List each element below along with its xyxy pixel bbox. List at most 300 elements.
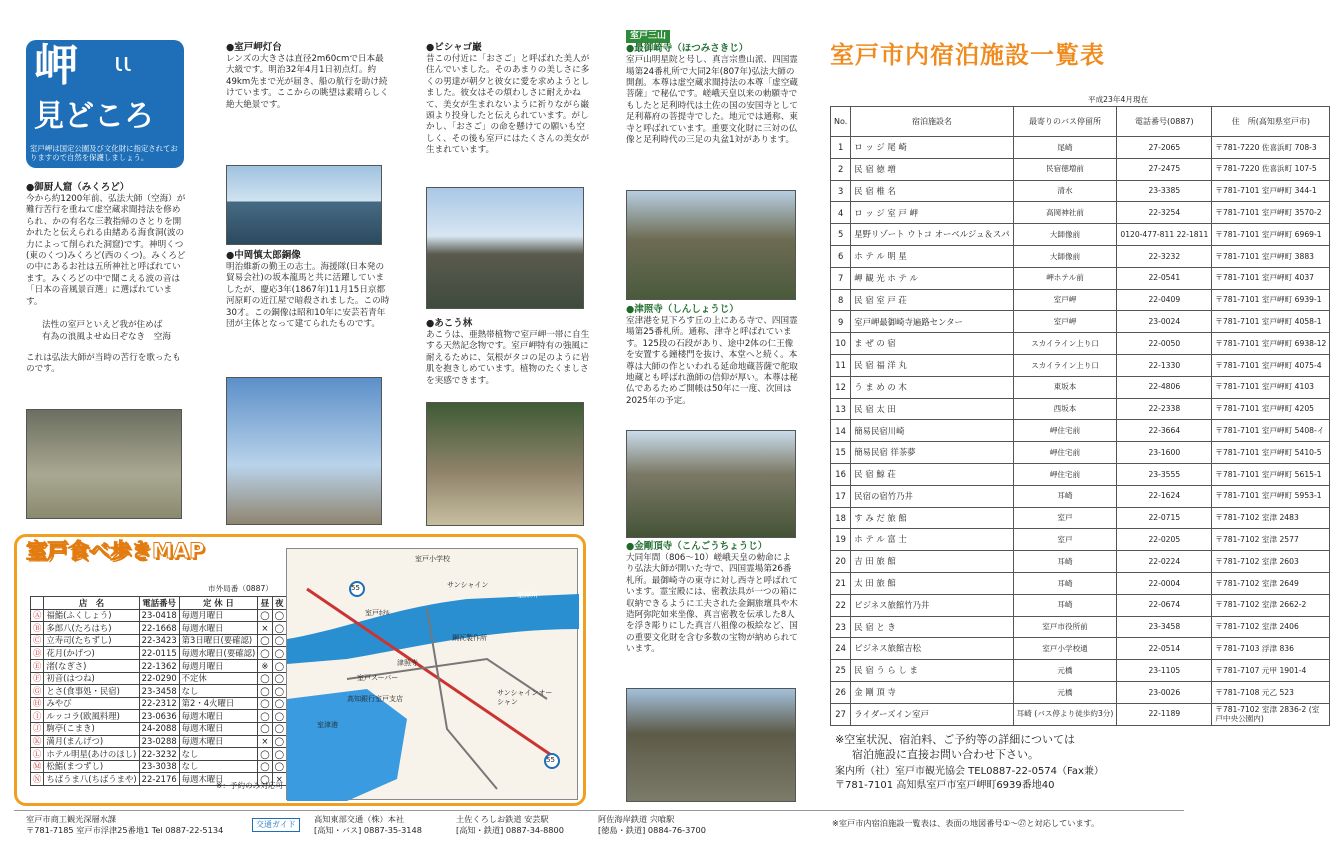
food-cell: ◯ — [272, 697, 286, 710]
food-cell: ◯ — [258, 634, 272, 647]
heading-akou: ●あこう林 — [426, 318, 473, 329]
inn-cell: 耳崎 — [1013, 572, 1117, 594]
food-cell: Ⓖ — [31, 685, 44, 698]
inn-cell: 25 — [831, 660, 851, 682]
inn-header-bus: 最寄りのバス停留所 — [1013, 107, 1117, 137]
map-label-sunshine-ocean: サンシャインオーシャン — [497, 689, 553, 706]
inn-notice-2: 宿泊施設に直接お問い合わせ下さい。 — [852, 748, 1039, 761]
inn-cell: 清水 — [1013, 180, 1117, 202]
route-number-1: 55 — [351, 584, 360, 592]
inn-cell: 22-3664 — [1117, 420, 1212, 442]
footer-right-note: ※室戸市内宿泊施設一覧表は、表面の地図番号①〜㉗と対応しています。 — [832, 818, 1100, 828]
inn-cell: 22-1189 — [1117, 703, 1212, 725]
inn-cell: 11 — [831, 354, 851, 376]
map-label-school: 室戸小学校 — [415, 555, 450, 563]
inn-cell: 22-2338 — [1117, 398, 1212, 420]
inn-cell: 〒781-7101 室戸岬町 5408-イ — [1212, 420, 1330, 442]
food-cell: 22-0115 — [139, 647, 179, 660]
food-row — [31, 722, 287, 735]
inn-cell: 簡易民宿川崎 — [851, 420, 1013, 442]
food-cell: ◯ — [272, 672, 286, 685]
photo-lighthouse — [226, 165, 382, 245]
inn-cell: 14 — [831, 420, 851, 442]
food-cell: ◯ — [258, 685, 272, 698]
inn-cell: 22-0224 — [1117, 551, 1212, 573]
inn-cell: 23-1105 — [1117, 660, 1212, 682]
food-cell: ◯ — [272, 685, 286, 698]
inn-cell: ライダーズイン室戸 — [851, 703, 1013, 725]
title-big-2: 見どころ — [34, 99, 154, 134]
food-row — [31, 634, 287, 647]
inn-row — [831, 551, 1330, 573]
footer-rail1-name: 土佐くろしお鉄道 安芸駅 — [456, 814, 549, 824]
inn-cell: 民 宿 太 田 — [851, 398, 1013, 420]
inn-cell: 東坂本 — [1013, 376, 1117, 398]
inn-cell: 元橋 — [1013, 660, 1117, 682]
col4-c — [626, 541, 798, 656]
col4 — [626, 30, 798, 147]
food-cell: Ⓓ — [31, 647, 44, 660]
food-cell: Ⓑ — [31, 622, 44, 635]
footer-rail2-name: 阿佐海岸鉄道 宍喰駅 — [598, 814, 675, 824]
area-code: 市外局番（0887） — [208, 584, 273, 593]
inn-cell: 星野リゾート ウトコ オーベルジュ＆スパ — [851, 224, 1013, 246]
inn-cell: 岬住宅前 — [1013, 420, 1117, 442]
inn-cell: 12 — [831, 376, 851, 398]
text-hotsumisaki: 室戸山明星院と号し、真言宗豊山派、四国霊場第24番札所で大同2年(807年)弘法大師の開創。本尊は虚空蔵求聞持法の本尊「虚空蔵菩薩」で秘仏です。嵯峨天皇以来の勅願寺でもしたと足利時代は土佐の国の安国寺として足利幕府の菩提寺でした。地元では通称、東寺と呼ばれています。重要文化財に三対の仏像と足利時代の三足の丸盆1対があります。 — [626, 55, 798, 146]
col2-a — [226, 42, 392, 111]
inn-cell: 〒781-7101 室戸岬町 3883 — [1212, 245, 1330, 267]
inn-cell: 27-2065 — [1117, 137, 1212, 159]
inn-cell: 太 田 旅 館 — [851, 572, 1013, 594]
inn-cell: 〒781-7101 室戸岬町 344-1 — [1212, 180, 1330, 202]
inn-cell: 9 — [831, 311, 851, 333]
heading-bishago: ●ビシャゴ巌 — [426, 42, 482, 53]
inn-cell: 〒781-7220 佐喜浜町 107-5 — [1212, 158, 1330, 180]
food-cell: Ⓛ — [31, 748, 44, 761]
heading-mikurodo: ●御厨人窟（みくろど） — [26, 182, 130, 193]
inn-cell: 耳崎 — [1013, 594, 1117, 616]
photo-hotsumisaki — [626, 190, 796, 300]
food-cell: なし — [179, 748, 258, 761]
food-cell: 毎週木曜日 — [179, 710, 258, 723]
food-cell: なし — [179, 685, 258, 698]
text-shinshoji: 室津港を見下ろす丘の上にある寺で、四国霊場第25番札所。通称、津寺と呼ばれています。125段の石段があり、途中2体の仁王像を安置する鐘楼門を抜け、本堂へと続く。本尊は大師の作といわれる延命地蔵菩薩で舵取地蔵とも呼ばれ漁師の信仰が厚い。本尊は秘仏であるためご開帳は50年に一度、次回は2025年の予定。 — [626, 315, 798, 406]
inn-cell: ホ テ ル 富 士 — [851, 529, 1013, 551]
footer-rule — [14, 810, 1184, 811]
inn-cell: 民 宿 鯨 荘 — [851, 463, 1013, 485]
food-table — [30, 596, 287, 786]
poem-line-1: 法性の室戸といえど我が住めば — [42, 320, 163, 331]
food-note: ※：予約のみ対応可 — [216, 781, 284, 790]
inn-cell: 〒781-7101 室戸岬町 6939-1 — [1212, 289, 1330, 311]
inn-cell: 22-0715 — [1117, 507, 1212, 529]
inn-cell: 吉 田 旅 館 — [851, 551, 1013, 573]
text-kongochoji: 大同年間（806〜10）嵯峨天皇の勅命により弘法大師が開いた寺で、四国霊場第26番札所。最御崎寺の東寺に対し西寺と呼ばれています。霊宝殿には、密教法具が一つの箱に収納できるように工夫された金銅旅壇具や木造阿弥陀如来坐像、真言密教を伝承した8人を浮き彫りにした真言八祖像の板絵など、国の重要文化財を含む多数の宝物が納められています。 — [626, 552, 798, 655]
inn-cell: 〒781-7107 元甲 1901-4 — [1212, 660, 1330, 682]
food-cell: 花月(かげつ) — [44, 647, 139, 660]
inn-cell: 〒781-7101 室戸岬町 4058-1 — [1212, 311, 1330, 333]
inn-row — [831, 267, 1330, 289]
food-cell: × — [258, 735, 272, 748]
inn-cell: 〒781-7102 室津 2603 — [1212, 551, 1330, 573]
inn-cell: 〒781-7101 室戸岬町 5953-1 — [1212, 485, 1330, 507]
col3-a — [426, 42, 592, 157]
inn-cell: 室戸 — [1013, 529, 1117, 551]
text-statue: 明治維新の勤王の志士。海援隊(日本発の貿易会社)の坂本龍馬と共に活躍していましたが、慶応3年(1867年)11月15日京都河原町の近江屋で暗殺されました。この時30才。この銅像は昭和10年に安芸若青年団が主体となって建てられたものです。 — [226, 261, 390, 329]
food-cell: 23-0418 — [139, 609, 179, 622]
inn-cell: 室戸岬 — [1013, 289, 1117, 311]
inn-cell: 27-2475 — [1117, 158, 1212, 180]
food-cell: Ⓕ — [31, 672, 44, 685]
map-label-shinshoji: 津照寺 — [397, 659, 418, 667]
inn-cell: 7 — [831, 267, 851, 289]
food-cell: ◯ — [258, 710, 272, 723]
food-cell: 毎週木曜日 — [179, 773, 258, 786]
inn-row — [831, 137, 1330, 159]
inn-cell: 〒781-7101 室戸岬町 5410-5 — [1212, 442, 1330, 464]
inn-row — [831, 681, 1330, 703]
inn-cell: 耳崎 — [1013, 485, 1117, 507]
food-cell: × — [258, 622, 272, 635]
inn-cell: スカイライン上り口 — [1013, 354, 1117, 376]
map-label-port: 室津港 — [317, 721, 338, 729]
inn-cell: 〒781-7101 室戸岬町 4103 — [1212, 376, 1330, 398]
food-cell: Ⓔ — [31, 659, 44, 672]
inn-cell: 室戸岬最御崎寺遍路センター — [851, 311, 1013, 333]
food-cell: Ⓘ — [31, 710, 44, 723]
inn-cell: ビジネス旅館竹乃井 — [851, 594, 1013, 616]
inn-title: 室戸市内宿泊施設一覧表 — [830, 41, 1105, 69]
inn-row — [831, 572, 1330, 594]
inn-contact-1: 案内所（社）室戸市観光協会 TEL0887-22-0574（Fax兼） — [835, 766, 1104, 777]
food-cell: Ⓜ — [31, 760, 44, 773]
food-row — [31, 697, 287, 710]
inn-cell: 〒781-7102 室津 2577 — [1212, 529, 1330, 551]
inn-cell: 〒781-7102 室津 2649 — [1212, 572, 1330, 594]
food-cell: ◯ — [258, 722, 272, 735]
text-lighthouse: レンズの大きさは直径2m60cmで日本最大級です。明治32年4月1日初点灯。約49km先まで光が届き、船の航行を助け続けています。ここからの眺望は素晴らしく絶大絶景です。 — [226, 53, 389, 110]
food-cell: ◯ — [272, 710, 286, 723]
inn-cell: す み だ 旅 館 — [851, 507, 1013, 529]
inn-cell: 〒781-7102 室津 2836-2 (室戸中央公園内) — [1212, 703, 1330, 725]
food-cell: 渚(なぎさ) — [44, 659, 139, 672]
food-cell: 毎週水曜日(要確認) — [179, 647, 258, 660]
footer-rail1 — [456, 814, 564, 836]
inn-cell: 〒781-7220 佐喜浜町 708-3 — [1212, 137, 1330, 159]
inn-cell: 〒781-7101 室戸岬町 6969-1 — [1212, 224, 1330, 246]
food-cell: 駒亭(こまき) — [44, 722, 139, 735]
inn-cell: 22-3254 — [1117, 202, 1212, 224]
food-cell: 23-0288 — [139, 735, 179, 748]
inn-cell: 金 剛 頂 寺 — [851, 681, 1013, 703]
inn-row — [831, 507, 1330, 529]
inn-cell: 21 — [831, 572, 851, 594]
food-cell: なし — [179, 760, 258, 773]
heading-hotsumisaki: ●最御崎寺（ほつみさきじ） — [626, 43, 749, 55]
photo-cave — [26, 409, 182, 519]
inn-cell: 〒781-7101 室戸岬町 4205 — [1212, 398, 1330, 420]
photo-statue — [226, 377, 382, 525]
inn-cell: 民 宿 と き — [851, 616, 1013, 638]
inn-cell: 22-1624 — [1117, 485, 1212, 507]
footer-rail2-tel: [徳島・鉄道] 0884-76-3700 — [598, 825, 706, 836]
inn-cell: 民 宿 う ら し ま — [851, 660, 1013, 682]
inn-row — [831, 224, 1330, 246]
map-label-sunshine: サンシャイン — [447, 581, 489, 589]
inn-row — [831, 703, 1330, 725]
inn-cell: 尾崎 — [1013, 137, 1117, 159]
inn-cell: 27 — [831, 703, 851, 725]
inn-contact-2: 〒781-7101 高知県室戸市室戸岬町6939番地40 — [835, 780, 1055, 791]
inn-cell: 23 — [831, 616, 851, 638]
food-cell: 毎週月曜日 — [179, 609, 258, 622]
inn-cell: 8 — [831, 289, 851, 311]
food-cell: ◯ — [258, 609, 272, 622]
inn-cell: 室戸小学校通 — [1013, 638, 1117, 660]
inn-cell: う ま め の 木 — [851, 376, 1013, 398]
food-row — [31, 659, 287, 672]
inn-row — [831, 660, 1330, 682]
inn-cell: 岬 観 光 ホ テ ル — [851, 267, 1013, 289]
food-header — [31, 597, 287, 610]
food-cell: みやび — [44, 697, 139, 710]
inn-cell: 26 — [831, 681, 851, 703]
inn-cell: 民 宿 室 戸 荘 — [851, 289, 1013, 311]
inn-cell: 23-0026 — [1117, 681, 1212, 703]
food-header-dinner: 夜 — [272, 597, 286, 610]
food-cell: ◯ — [258, 697, 272, 710]
food-cell: ◯ — [272, 647, 286, 660]
footer-rail2 — [598, 814, 706, 836]
inn-row — [831, 485, 1330, 507]
inn-cell: 大師像前 — [1013, 224, 1117, 246]
food-row — [31, 710, 287, 723]
food-cell: 満月(まんげつ) — [44, 735, 139, 748]
inn-cell: 〒781-7102 室津 2483 — [1212, 507, 1330, 529]
map-label-super: 室戸スーパー — [357, 674, 399, 682]
inn-cell: ビジネス旅館吉松 — [851, 638, 1013, 660]
inn-row — [831, 245, 1330, 267]
inn-cell: 〒781-7102 室津 2662-2 — [1212, 594, 1330, 616]
food-cell: Ⓝ — [31, 773, 44, 786]
food-header-mark — [31, 597, 44, 610]
food-cell: × — [272, 773, 286, 786]
inn-cell: 〒781-7102 室津 2406 — [1212, 616, 1330, 638]
food-cell: 24-2088 — [139, 722, 179, 735]
inn-header — [831, 107, 1330, 137]
title-note: 室戸岬は国定公園及び文化財に指定されておりますので自然を保護しましょう。 — [30, 144, 178, 162]
food-cell: 初音(はつね) — [44, 672, 139, 685]
inn-cell: 元橋 — [1013, 681, 1117, 703]
photo-akou — [426, 402, 584, 526]
inn-cell: 16 — [831, 463, 851, 485]
inn-cell: 岬住宅前 — [1013, 463, 1117, 485]
inn-cell: ロ ッ ジ 室 戸 岬 — [851, 202, 1013, 224]
inn-cell: 4 — [831, 202, 851, 224]
footer-bus-name: 高知東部交通（株）本社 — [314, 814, 405, 824]
inn-cell: 22-0004 — [1117, 572, 1212, 594]
inn-cell: 〒781-7101 室戸岬町 4037 — [1212, 267, 1330, 289]
inn-cell: 22-0514 — [1117, 638, 1212, 660]
text-akou: あこうは、亜熱帯植物で室戸岬一帯に自生する天然記念物です。室戸岬特有の強風に耐えるために、気根がタコの足のように岩肌を抱きしめています。植物のたくましさを実感できます。 — [426, 329, 590, 386]
heading-kongochoji: ●金剛頂寺（こんごうちょうじ） — [626, 541, 768, 552]
food-cell: 23-0636 — [139, 710, 179, 723]
footer-org — [26, 814, 223, 836]
inn-cell: 22-0050 — [1117, 333, 1212, 355]
inn-cell: 22-0409 — [1117, 289, 1212, 311]
inn-cell: 簡易民宿 徉茶夢 — [851, 442, 1013, 464]
inn-header-no: No. — [831, 107, 851, 137]
inn-cell: 3 — [831, 180, 851, 202]
col4-b — [626, 304, 798, 407]
food-cell: ◯ — [272, 722, 286, 735]
inn-cell: 〒781-7101 室戸岬町 3570-2 — [1212, 202, 1330, 224]
inn-cell: 民宿の宿竹乃井 — [851, 485, 1013, 507]
food-cell: 23-3458 — [139, 685, 179, 698]
route-number-2: 55 — [546, 756, 555, 764]
food-cell: ちばうま八(ちばうまや) — [44, 773, 139, 786]
food-map-title: 室戸食べ歩きMAP — [26, 539, 205, 563]
footer-bus-tel: [高知・バス] 0887-35-3148 — [314, 825, 422, 836]
inn-row — [831, 420, 1330, 442]
food-cell: 松鮨(まつずし) — [44, 760, 139, 773]
inn-row — [831, 289, 1330, 311]
inn-cell: 〒781-7101 室戸岬町 4075-4 — [1212, 354, 1330, 376]
inn-cell: 22-3232 — [1117, 245, 1212, 267]
inn-cell: 高岡神社前 — [1013, 202, 1117, 224]
footer-guide: 交通ガイド — [252, 818, 300, 832]
food-cell: ◯ — [272, 735, 286, 748]
food-cell: ◯ — [272, 622, 286, 635]
inn-header-name: 宿泊施設名 — [851, 107, 1013, 137]
food-cell: 不定休 — [179, 672, 258, 685]
food-cell: 第2・4火曜日 — [179, 697, 258, 710]
text-bishago: 昔この付近に「おさご」と呼ばれた美人が住んでいました。そのあまりの美しさに多くの男達が朝夕と彼女に愛を求めようとしました。彼女はその煩わしさに耐えかねて、美女が生まれないように祈りながら巌頭より投身したと伝えられています。がしかし、「おさご」の命を懸けての願いも空しく、その後も室戸にはたくさんの美女が生まれています。 — [426, 53, 590, 156]
inn-cell: 民宿徳増前 — [1013, 158, 1117, 180]
col1 — [26, 182, 186, 376]
food-header-holiday: 定 休 日 — [179, 597, 258, 610]
food-cell: ◯ — [258, 773, 272, 786]
inn-date: 平成23年4月現在 — [1088, 95, 1149, 104]
inn-cell: 23-3458 — [1117, 616, 1212, 638]
heading-shinshoji: ●津照寺（しんしょうじ） — [626, 304, 739, 315]
food-cell: 22-3423 — [139, 634, 179, 647]
inn-cell: 1 — [831, 137, 851, 159]
food-row — [31, 609, 287, 622]
inn-cell: 民 宿 徳 増 — [851, 158, 1013, 180]
inn-cell: 0120-477-811 22-1811 — [1117, 224, 1212, 246]
inn-cell: 耳崎 (バス停より徒歩約3分) — [1013, 703, 1117, 725]
inn-cell: 22-0205 — [1117, 529, 1212, 551]
inn-cell: 22-1330 — [1117, 354, 1212, 376]
inn-cell: 22-4806 — [1117, 376, 1212, 398]
inn-cell: 民 宿 椎 名 — [851, 180, 1013, 202]
inn-cell: 13 — [831, 398, 851, 420]
inn-cell: 23-0024 — [1117, 311, 1212, 333]
inn-cell: 22 — [831, 594, 851, 616]
inn-row — [831, 333, 1330, 355]
inn-cell: 20 — [831, 551, 851, 573]
smile-icon: ιι — [114, 48, 132, 78]
inn-row — [831, 311, 1330, 333]
food-cell: ◯ — [258, 672, 272, 685]
food-cell: ◯ — [258, 748, 272, 761]
food-cell: ◯ — [258, 647, 272, 660]
food-cell: ※ — [258, 659, 272, 672]
footer-org-name: 室戸市商工観光深層水課 — [26, 814, 117, 824]
inn-cell: 19 — [831, 529, 851, 551]
inn-row — [831, 616, 1330, 638]
inn-cell: 〒781-7101 室戸岬町 5615-1 — [1212, 463, 1330, 485]
map-label-bank: 高知銀行室戸支店 — [347, 695, 403, 703]
food-row — [31, 748, 287, 761]
food-cell: Ⓚ — [31, 735, 44, 748]
street-map — [286, 548, 578, 800]
food-cell: Ⓒ — [31, 634, 44, 647]
food-header-lunch: 昼 — [258, 597, 272, 610]
food-header-tel: 電話番号 — [139, 597, 179, 610]
heading-statue: ●中岡慎太郎銅像 — [226, 250, 301, 261]
inn-row — [831, 529, 1330, 551]
food-cell: 福鮨(ふくしょう) — [44, 609, 139, 622]
title-badge — [26, 40, 184, 168]
inn-row — [831, 398, 1330, 420]
inn-row — [831, 180, 1330, 202]
food-cell: 23-3038 — [139, 760, 179, 773]
inn-cell: 18 — [831, 507, 851, 529]
inn-cell: 〒781-7103 浮津 836 — [1212, 638, 1330, 660]
food-cell: Ⓙ — [31, 722, 44, 735]
inn-header-addr: 住 所(高知県室戸市) — [1212, 107, 1330, 137]
harbor-shape — [287, 689, 407, 801]
food-cell: Ⓗ — [31, 697, 44, 710]
food-cell: ◯ — [258, 760, 272, 773]
footer-org-address: 〒781-7185 室戸市浮津25番地1 Tel 0887-22-5134 — [26, 825, 224, 836]
food-cell: 22-1668 — [139, 622, 179, 635]
inn-cell: 大師像前 — [1013, 245, 1117, 267]
food-header-name: 店 名 — [44, 597, 139, 610]
food-cell: ホテル明星(あけのほし) — [44, 748, 139, 761]
food-cell: 22-2312 — [139, 697, 179, 710]
food-cell: 22-0290 — [139, 672, 179, 685]
food-row — [31, 622, 287, 635]
map-label-factory: 鋼瓦製作所 — [452, 634, 487, 642]
inn-cell: スカイライン上り口 — [1013, 333, 1117, 355]
inn-cell: 23-3385 — [1117, 180, 1212, 202]
street-map-svg — [287, 549, 579, 801]
inn-cell: 岬ホテル前 — [1013, 267, 1117, 289]
inn-cell: 室戸 — [1013, 507, 1117, 529]
inn-cell: 西坂本 — [1013, 398, 1117, 420]
food-cell: Ⓐ — [31, 609, 44, 622]
inn-cell: ロ ッ ジ 尾 崎 — [851, 137, 1013, 159]
inn-cell: 〒781-7101 室戸岬町 6938-12 — [1212, 333, 1330, 355]
photo-kongochoji — [626, 688, 796, 802]
inn-row — [831, 158, 1330, 180]
inn-cell: 岬住宅前 — [1013, 442, 1117, 464]
food-cell: 毎週木曜日 — [179, 722, 258, 735]
inn-cell: 5 — [831, 224, 851, 246]
inn-row — [831, 638, 1330, 660]
inn-table — [830, 106, 1330, 726]
photo-shinshoji — [626, 430, 796, 538]
inn-cell: 24 — [831, 638, 851, 660]
inn-cell: 23-1600 — [1117, 442, 1212, 464]
inn-cell: 2 — [831, 158, 851, 180]
inn-header-tel: 電話番号(0887) — [1117, 107, 1212, 137]
food-cell: 立寿司(たちずし) — [44, 634, 139, 647]
